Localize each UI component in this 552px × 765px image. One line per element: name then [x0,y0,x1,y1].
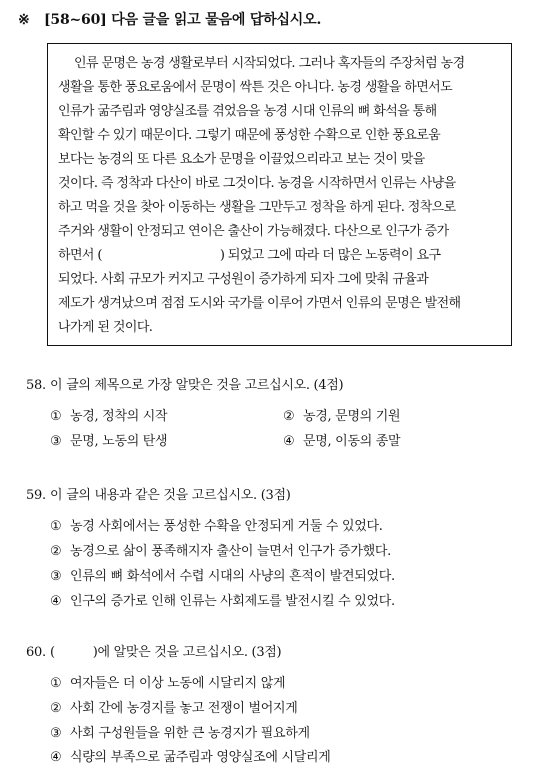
option-text: 농경 사회에서는 풍성한 수확을 안정되게 거둘 수 있었다. [70,519,383,534]
option-59-3[interactable] [50,565,395,584]
option-text: 인구의 증가로 인해 인류는 사회제도를 발전시킬 수 있었다. [70,594,395,609]
option-number: ③ [50,434,62,449]
option-text: 식량의 부족으로 굶주림과 영양실조에 시달리게 [70,750,331,765]
option-text: 농경, 문명의 기원 [303,409,401,424]
option-text: 문명, 이동의 종말 [303,434,401,449]
option-58-4[interactable] [283,430,400,449]
option-text: 사회 간에 농경지를 놓고 전쟁이 벌어지게 [70,701,298,716]
option-58-2[interactable] [283,405,400,424]
option-number: ② [283,409,295,424]
option-number: ④ [50,594,62,609]
passage-line: 주거와 생활이 안정되고 연이은 출산이 가능해졌다. 다산으로 인구가 증가 [58,224,449,239]
passage-blank-line [58,244,440,263]
option-number: ① [50,676,62,691]
option-60-4[interactable] [50,746,331,765]
question-58 [26,374,343,393]
option-60-3[interactable] [50,722,310,741]
option-number: ③ [50,569,62,584]
question-text: )에 알맞은 것을 고르십시오. (3점) [92,645,282,660]
option-59-2[interactable] [50,540,391,559]
option-59-1[interactable] [50,515,383,534]
option-text: 여자들은 더 이상 노동에 시달리지 않게 [70,676,286,691]
option-58-3[interactable] [50,430,167,449]
question-text: 이 글의 내용과 같은 것을 고르십시오. (3점) [50,488,291,503]
option-number: ④ [50,750,62,765]
option-number: ② [50,701,62,716]
option-60-2[interactable] [50,697,298,716]
section-header [18,9,321,29]
option-59-4[interactable] [50,590,395,609]
option-number: ④ [283,434,295,449]
option-text: 문명, 노동의 탄생 [70,434,168,449]
question-number: 60. [26,645,46,660]
option-text: 사회 구성원들을 위한 큰 농경지가 필요하게 [70,726,310,741]
passage-line: 것이다. 즉 정착과 다산이 바로 그것이다. 농경을 시작하면서 인류는 사냥을 [58,176,456,191]
option-number: ① [50,519,62,534]
option-number: ① [50,409,62,424]
passage-blank-before: 하면서 ( [58,248,102,263]
passage-line: 확인할 수 있기 때문이다. 그렇기 때문에 풍성한 수확으로 인한 풍요로움 [58,128,441,143]
question-number: 59. [26,488,46,503]
question-59 [26,484,290,503]
option-60-1[interactable] [50,672,285,691]
question-text: 이 글의 제목으로 가장 알맞은 것을 고르십시오. (4점) [50,378,344,393]
option-text: 농경, 정착의 시작 [70,409,168,424]
option-text: 농경으로 삶이 풍족해지자 출산이 늘면서 인구가 증가했다. [70,544,392,559]
section-instruction: [58~60] 다음 글을 읽고 물음에 답하십시오. [44,12,322,28]
option-text: 인류의 뼈 화석에서 수렵 시대의 사냥의 흔적이 발견되었다. [70,569,395,584]
passage-blank-after: ) 되었고 그에 따라 더 많은 노동력이 요구 [219,248,441,263]
passage-line: 인류가 굶주림과 영양실조를 겪었음을 농경 시대 인류의 뼈 화석을 통해 [58,104,437,119]
question-60 [26,641,281,660]
option-number: ② [50,544,62,559]
reference-mark: ※ [18,12,30,28]
passage-line: 제도가 생겨났으며 점점 도시와 국가를 이루어 가면서 인류의 문명은 발전해 [58,296,461,311]
option-number: ③ [50,726,62,741]
passage-line: 생활을 통한 풍요로움에서 문명이 싹튼 것은 아니다. 농경 생활을 하면서도 [58,80,453,95]
passage-line: 인류 문명은 농경 생활로부터 시작되었다. 그러나 혹자들의 주장처럼 농경 [74,56,465,71]
passage-line: 하고 먹을 것을 찾아 이동하는 생활을 그만두고 정착을 하게 된다. 정착으로 [58,200,456,215]
question-paren-open: ( [50,645,55,660]
option-58-1[interactable] [50,405,167,424]
passage-line: 나가게 된 것이다. [58,320,153,335]
passage-line: 되었다. 사회 규모가 커지고 구성원이 증가하게 되자 그에 맞춰 규율과 [58,272,429,287]
passage-line: 보다는 농경의 또 다른 요소가 문명을 이끌었으리라고 보는 것이 맞을 [58,152,425,167]
question-number: 58. [26,378,46,393]
